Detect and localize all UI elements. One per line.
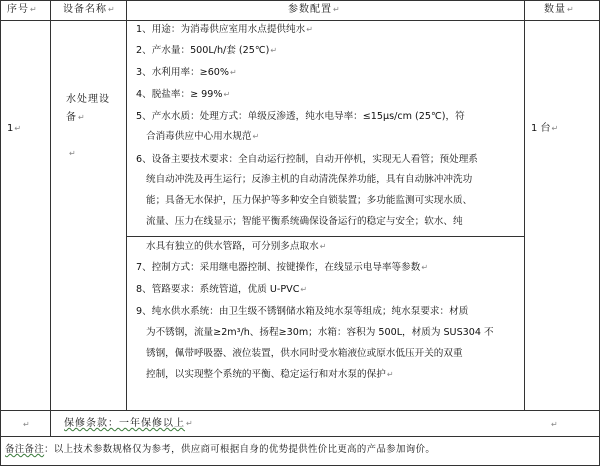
col-divider-params (524, 0, 525, 411)
spec-line: 1、用途：为消毒供应室用水点提供纯水↵ (136, 24, 313, 35)
row-no: 1↵ (7, 123, 22, 134)
spec-line: 4、脱盐率：≥ 99%↵ (136, 89, 231, 100)
spec-line: 控制，以实现整个系统的平衡、稳定运行和对水泵的保护↵ (146, 369, 394, 380)
header-qty: 数量↵ (544, 4, 575, 15)
spec-line: 6、设备主要技术要求：全自动运行控制，自动开停机，实现无人看管；预处理系 (136, 154, 478, 165)
table-border-left (0, 0, 1, 466)
empty-cell-mark: ↵ (23, 420, 30, 429)
spec-line: 2、产水量：500L/h/套 (25℃)↵ (136, 45, 278, 56)
col-divider-name (126, 0, 127, 411)
row-qty: 1 台↵ (531, 123, 559, 134)
row-divider (0, 410, 599, 411)
row-name: 水处理设 (66, 94, 110, 105)
spec-line: 8、管路要求：系统管道，优质 U-PVC↵ (136, 284, 308, 295)
spec-line: 水具有独立的供水管路，可分别多点取水↵ (146, 241, 327, 252)
remark-note: 备注备注：以上技术参数规格仅为参考，供应商可根据自身的优势提供性价比更高的产品参加询价。 (5, 444, 436, 455)
table-border-top (0, 0, 599, 1)
page-break-divider (126, 236, 525, 237)
row-name-cont: 备↵ (66, 112, 86, 123)
header-divider (0, 20, 599, 21)
spec-line: 3、水利用率：≥60%↵ (136, 67, 237, 78)
spec-line: 合消毒供应中心用水规范↵ (146, 131, 260, 142)
row-name-mark: ↵ (69, 149, 76, 158)
spec-line: 能；具备无水保护，压力保护等多种安全自锁装置；多功能监测可实现水质、 (146, 195, 473, 206)
spec-line: 流量、压力在线显示；智能平衡系统确保设备运行的稳定与安全；软水、纯 (146, 216, 463, 227)
spec-line: 为不锈钢，流量≥2m³/h、扬程≥30m；水箱：容积为 500L，材质为 SUS304 不 (146, 327, 494, 338)
empty-cell-mark: ↵ (551, 420, 558, 429)
header-params: 参数配置↵ (288, 4, 341, 15)
header-no: 序号↵ (7, 4, 38, 15)
warranty-divider (0, 436, 599, 437)
spec-line: 统自动冲洗及再生运行；反渗主机的自动清洗保养功能，具有自动脉冲冲洗功 (146, 174, 473, 185)
spec-line: 5、产水水质：处理方式：单级反渗透，纯水电导率：≤15μs/cm (25℃)，符 (136, 111, 465, 122)
spec-line: 锈钢，佩带呼吸器、液位装置，供水同时受水箱液位或原水低压开关的双重 (146, 348, 463, 359)
warranty-clause: 保修条款：一年保修以上↵ (64, 418, 194, 429)
spec-line: 7、控制方式：采用继电器控制、按键操作，在线显示电导率等参数↵ (136, 262, 429, 273)
spec-line: 9、纯水供水系统：由卫生级不锈钢储水箱及纯水泵等组成；纯水泵要求：材质 (136, 306, 469, 317)
header-name: 设备名称↵ (63, 4, 116, 15)
col-divider-no (50, 0, 51, 437)
